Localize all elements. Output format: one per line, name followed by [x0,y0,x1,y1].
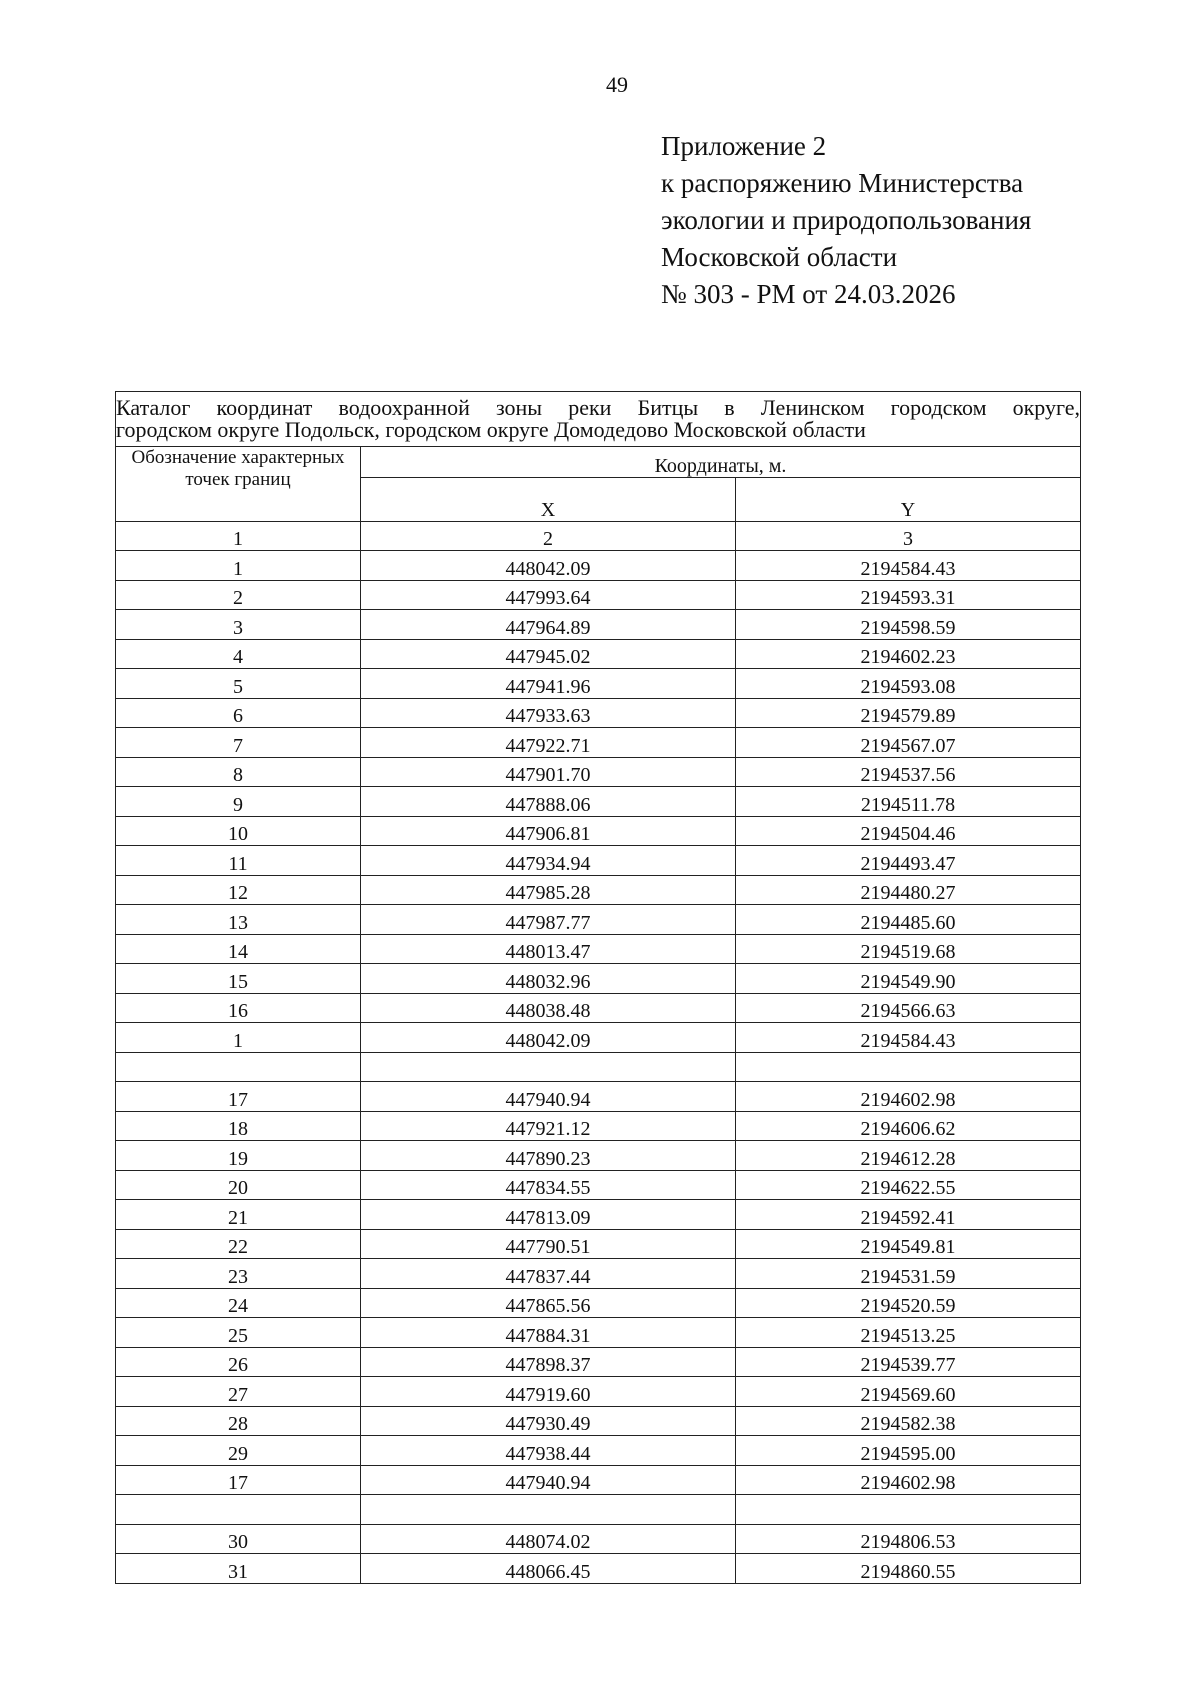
table-row [116,1377,1081,1407]
table-row [116,669,1081,699]
y-cell: 2194520.59 [736,1288,1081,1318]
y-cell: 2194606.62 [736,1111,1081,1141]
point-cell: 7 [116,728,361,758]
y-cell: 2194584.43 [736,1023,1081,1053]
x-cell: 447898.37 [361,1347,736,1377]
column-number: 2 [361,522,736,551]
table-row [116,905,1081,935]
x-cell: 448042.09 [361,1023,736,1053]
point-cell: 10 [116,816,361,846]
x-cell: 448042.09 [361,551,736,581]
y-cell: 2194602.98 [736,1465,1081,1495]
point-cell: 17 [116,1082,361,1112]
table-row [116,1082,1081,1112]
appendix-line: № 303 - РМ от 24.03.2026 [661,279,956,309]
y-header: Y [736,478,1081,522]
point-cell: 1 [116,551,361,581]
point-cell: 26 [116,1347,361,1377]
point-cell: 8 [116,757,361,787]
table-row [116,639,1081,669]
point-cell: 5 [116,669,361,699]
point-cell: 11 [116,846,361,876]
x-cell: 447945.02 [361,639,736,669]
point-cell: 19 [116,1141,361,1171]
table-caption [116,392,1081,447]
table-row [116,1259,1081,1289]
point-cell: 2 [116,580,361,610]
point-cell: 15 [116,964,361,994]
point-cell: 25 [116,1318,361,1348]
y-cell: 2194579.89 [736,698,1081,728]
y-cell: 2194493.47 [736,846,1081,876]
y-cell: 2194504.46 [736,816,1081,846]
table-row [116,964,1081,994]
x-cell: 448074.02 [361,1524,736,1554]
y-cell: 2194511.78 [736,787,1081,817]
y-cell: 2194612.28 [736,1141,1081,1171]
x-cell: 447790.51 [361,1229,736,1259]
table-row [116,757,1081,787]
table-row [116,1111,1081,1141]
point-cell: 9 [116,787,361,817]
y-cell: 2194598.59 [736,610,1081,640]
table-row [116,787,1081,817]
y-cell: 2194593.08 [736,669,1081,699]
y-cell: 2194567.07 [736,728,1081,758]
y-cell: 2194595.00 [736,1436,1081,1466]
y-cell: 2194513.25 [736,1318,1081,1348]
y-cell: 2194537.56 [736,757,1081,787]
x-cell: 447930.49 [361,1406,736,1436]
table-row [116,1023,1081,1053]
page-number: 49 [606,72,628,97]
x-cell: 447940.94 [361,1082,736,1112]
appendix-line: Московской области [661,242,898,272]
table-row [116,610,1081,640]
point-cell: 3 [116,610,361,640]
point-cell: 18 [116,1111,361,1141]
x-cell: 448038.48 [361,993,736,1023]
point-cell: 20 [116,1170,361,1200]
x-cell: 447987.77 [361,905,736,935]
table-row [116,1229,1081,1259]
y-cell [736,1495,1081,1525]
x-cell: 447834.55 [361,1170,736,1200]
x-cell: 447940.94 [361,1465,736,1495]
point-cell: 21 [116,1200,361,1230]
point-cell: 24 [116,1288,361,1318]
x-cell: 448066.45 [361,1554,736,1584]
x-cell: 447933.63 [361,698,736,728]
x-cell: 447921.12 [361,1111,736,1141]
y-cell: 2194584.43 [736,551,1081,581]
point-cell: 29 [116,1436,361,1466]
table-row [116,1141,1081,1171]
point-cell: 27 [116,1377,361,1407]
x-cell: 447922.71 [361,728,736,758]
designation-header: Обозначение характерных точек границ [116,447,361,522]
y-cell: 2194582.38 [736,1406,1081,1436]
column-numbers-row [116,522,1081,551]
x-cell: 447884.31 [361,1318,736,1348]
table-row [116,816,1081,846]
y-cell: 2194549.90 [736,964,1081,994]
y-cell: 2194592.41 [736,1200,1081,1230]
column-number: 1 [116,522,361,551]
table-row [116,934,1081,964]
y-cell: 2194549.81 [736,1229,1081,1259]
y-cell: 2194519.68 [736,934,1081,964]
table-row [116,1170,1081,1200]
table-row [116,1347,1081,1377]
table-separator-row [116,1495,1081,1525]
point-cell: 12 [116,875,361,905]
x-cell: 447837.44 [361,1259,736,1289]
point-cell [116,1052,361,1082]
table-row [116,846,1081,876]
point-cell: 28 [116,1406,361,1436]
caption-line-1: Каталог координат водоохранной зоны реки Битцы в Ленинском городском округе, [116,395,1081,420]
point-cell [116,1495,361,1525]
y-cell: 2194806.53 [736,1524,1081,1554]
x-cell: 447993.64 [361,580,736,610]
y-cell: 2194602.98 [736,1082,1081,1112]
x-cell: 448013.47 [361,934,736,964]
table-row [116,728,1081,758]
y-cell: 2194593.31 [736,580,1081,610]
point-cell: 1 [116,1023,361,1053]
x-cell [361,1495,736,1525]
y-cell: 2194860.55 [736,1554,1081,1584]
column-number: 3 [736,522,1081,551]
y-cell: 2194480.27 [736,875,1081,905]
y-cell: 2194531.59 [736,1259,1081,1289]
table-row [116,1406,1081,1436]
point-cell: 13 [116,905,361,935]
y-cell: 2194566.63 [736,993,1081,1023]
table-row [116,580,1081,610]
table-row [116,698,1081,728]
coordinates-header: Координаты, м. [361,447,1081,478]
point-cell: 22 [116,1229,361,1259]
table-row [116,875,1081,905]
point-cell: 31 [116,1554,361,1584]
table-row [116,1465,1081,1495]
table-separator-row [116,1052,1081,1082]
x-cell: 447938.44 [361,1436,736,1466]
x-header: X [361,478,736,522]
point-cell: 6 [116,698,361,728]
caption-line-2: городском округе Подольск, городском округе Домодедово Московской области [116,417,866,442]
table-row [116,993,1081,1023]
point-cell: 16 [116,993,361,1023]
x-cell: 447813.09 [361,1200,736,1230]
table-row [116,1554,1081,1584]
y-cell: 2194485.60 [736,905,1081,935]
x-cell: 447890.23 [361,1141,736,1171]
table-row [116,551,1081,581]
y-cell: 2194539.77 [736,1347,1081,1377]
x-cell: 447865.56 [361,1288,736,1318]
appendix-line: экологии и природопользования [661,205,1032,235]
appendix-line: к распоряжению Министерства [661,168,1024,198]
point-cell: 17 [116,1465,361,1495]
table-row [116,1200,1081,1230]
appendix-line: Приложение 2 [661,131,827,161]
y-cell [736,1052,1081,1082]
x-cell: 448032.96 [361,964,736,994]
x-cell: 447901.70 [361,757,736,787]
coordinates-table [115,391,1081,1584]
x-cell: 447919.60 [361,1377,736,1407]
table-row [116,1436,1081,1466]
point-cell: 30 [116,1524,361,1554]
point-cell: 4 [116,639,361,669]
x-cell: 447888.06 [361,787,736,817]
point-cell: 23 [116,1259,361,1289]
x-cell: 447985.28 [361,875,736,905]
table-row [116,1318,1081,1348]
x-cell [361,1052,736,1082]
table-row [116,1288,1081,1318]
x-cell: 447906.81 [361,816,736,846]
table-row [116,1524,1081,1554]
x-cell: 447941.96 [361,669,736,699]
x-cell: 447964.89 [361,610,736,640]
appendix-block [661,128,1031,313]
point-cell: 14 [116,934,361,964]
y-cell: 2194569.60 [736,1377,1081,1407]
y-cell: 2194602.23 [736,639,1081,669]
y-cell: 2194622.55 [736,1170,1081,1200]
x-cell: 447934.94 [361,846,736,876]
